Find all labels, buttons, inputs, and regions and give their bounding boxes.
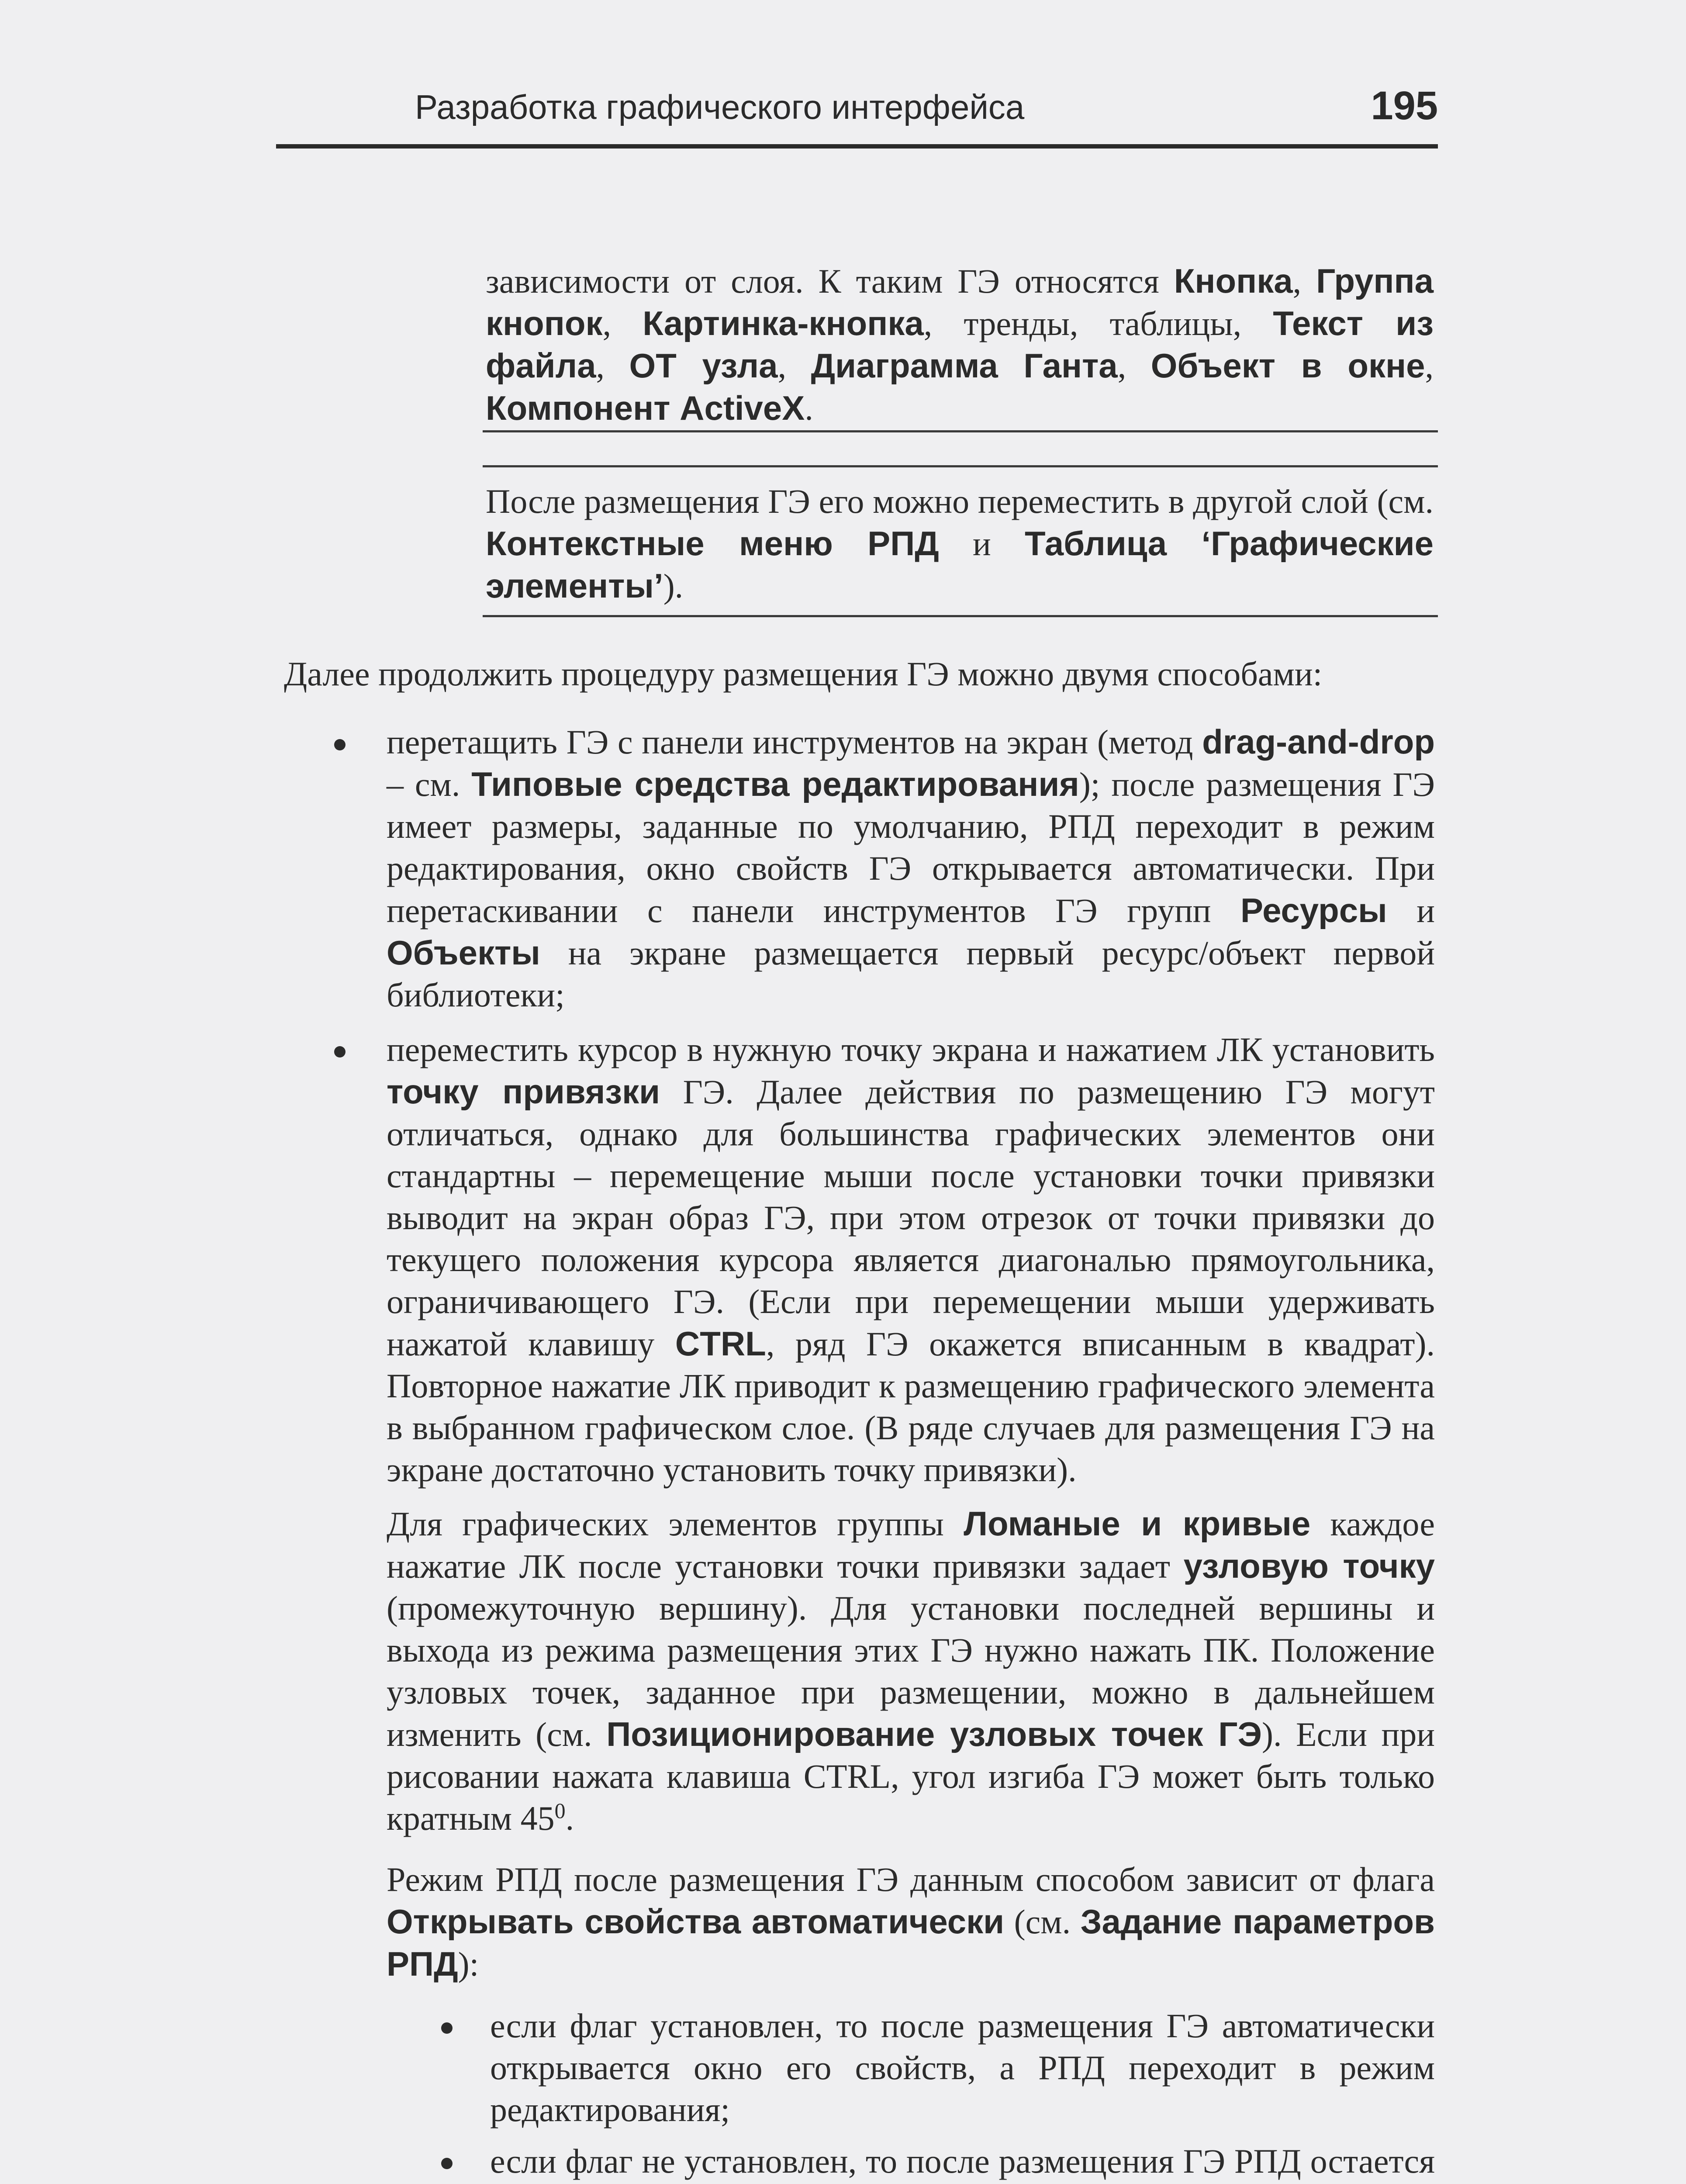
intro-paragraph: Далее продолжить процедуру размещения ГЭ можно двумя способами: (284, 655, 1323, 693)
sub-bullet-item-1: если флаг установлен, то после размещения ГЭ автоматически открывается окно его свойств, а РПД переходит в режим редактирования; (490, 2007, 1435, 2129)
term-image-button: Картинка-кнопка (643, 304, 924, 342)
bullet-item-2: переместить курсор в нужную точку экрана и нажатием ЛК установить точку привязки ГЭ. Далее действия по размещению ГЭ могут отличаться, однако для большинства графических элементов они стандартны – перемещение мыши после установки точки привязки выводит на экран образ ГЭ, при этом отрезок от точки привязки до текущего положения курсора является диагональю прямоугольника, ограничивающего ГЭ. (Если при перемещении мыши удерживать нажатой клавишу CTRL, ряд ГЭ окажется вписанным в квадрат). Повторное нажатие ЛК приводит к размещению графического элемента в выбранном графическом слое. (В ряде случаев для размещения ГЭ на экране достаточно установить точку привязки). (387, 1030, 1435, 1489)
term-text-from-file: Текст из файла (486, 304, 1434, 385)
note-paragraph-2: После размещения ГЭ его можно переместить в другой слой (см. Контекстные меню РПД и Таблица ‘Графические элементы’). (486, 482, 1434, 605)
term-objects: Объекты (387, 933, 540, 972)
term-gantt-chart: Диаграмма Ганта (811, 346, 1118, 385)
link-context-menu: Контекстные меню РПД (486, 524, 939, 563)
note-paragraph-1: зависимости от слоя. К таким ГЭ относятся Кнопка, Группа кнопок, Картинка-кнопка, тренды, таблицы, Текст из файла, ОТ узла, Диаграмма Ганта, Объект в окне, Компонент ActiveX. (486, 262, 1434, 427)
term-drag-and-drop: drag-and-drop (1202, 722, 1435, 761)
term-button-group: Группа кнопок (486, 262, 1434, 342)
paragraph-mode: Режим РПД после размещения ГЭ данным способом зависит от флага Открывать свойства автоматически (см. Задание параметров РПД): (387, 1860, 1435, 1983)
term-polylines-curves: Ломаные и кривые (964, 1504, 1311, 1543)
sub-bullet-item-2: если флаг не установлен, то после размещения ГЭ РПД остается (490, 2142, 1435, 2180)
link-rpd-parameters: Задание параметров РПД (387, 1902, 1435, 1983)
term-activex-component: Компонент ActiveX (486, 389, 805, 427)
link-graphic-elements-table: Таблица ‘Графические элементы’ (486, 524, 1434, 605)
term-ot-node: ОТ узла (629, 346, 778, 385)
running-header (276, 83, 1438, 149)
page-number: 195 (1371, 83, 1438, 128)
running-header-title: Разработка графического интерфейса (415, 88, 1025, 126)
paragraph-curves: Для графических элементов группы Ломаные и кривые каждое нажатие ЛК после установки точки привязки задает узловую точку (промежуточную вершину). Для установки последней вершины и выхода из режима размещения этих ГЭ нужно нажать ПК. Положение узловых точек, заданное при размещении, можно в дальнейшем изменить (см. Позиционирование узловых точек ГЭ). Если при рисовании нажата клавиша CTRL, угол изгиба ГЭ может быть только кратным $45^0$. (387, 1504, 1435, 1837)
bullet-marker (441, 2022, 453, 2034)
bullet-marker (334, 739, 345, 750)
term-button: Кнопка (1174, 262, 1293, 300)
term-open-properties-flag: Открывать свойства автоматически (387, 1902, 1005, 1941)
term-ctrl-key: CTRL (675, 1324, 766, 1363)
divider-line (483, 430, 1438, 432)
bullet-marker (441, 2158, 453, 2169)
divider-line (483, 465, 1438, 467)
link-node-positioning: Позиционирование узловых точек ГЭ (606, 1715, 1262, 1753)
bullet-marker (334, 1046, 345, 1057)
divider-line (483, 615, 1438, 617)
term-object-in-window: Объект в окне (1150, 346, 1425, 385)
term-resources: Ресурсы (1240, 891, 1387, 930)
term-anchor-point: точку привязки (387, 1072, 660, 1111)
bullet-item-1: перетащить ГЭ с панели инструментов на экран (метод drag-and-drop – см. Типовые средства редактирования); после размещения ГЭ имеет размеры, заданные по умолчанию, РПД переходит в режим редактирования, окно свойств ГЭ открывается автоматически. При перетаскивании с панели инструментов ГЭ групп Ресурсы и Объекты на экране размещается первый ресурс/объект первой библиотеки; (387, 722, 1435, 1014)
term-node-point: узловую точку (1183, 1547, 1435, 1585)
link-typical-editing-tools: Типовые средства редактирования (471, 765, 1079, 803)
